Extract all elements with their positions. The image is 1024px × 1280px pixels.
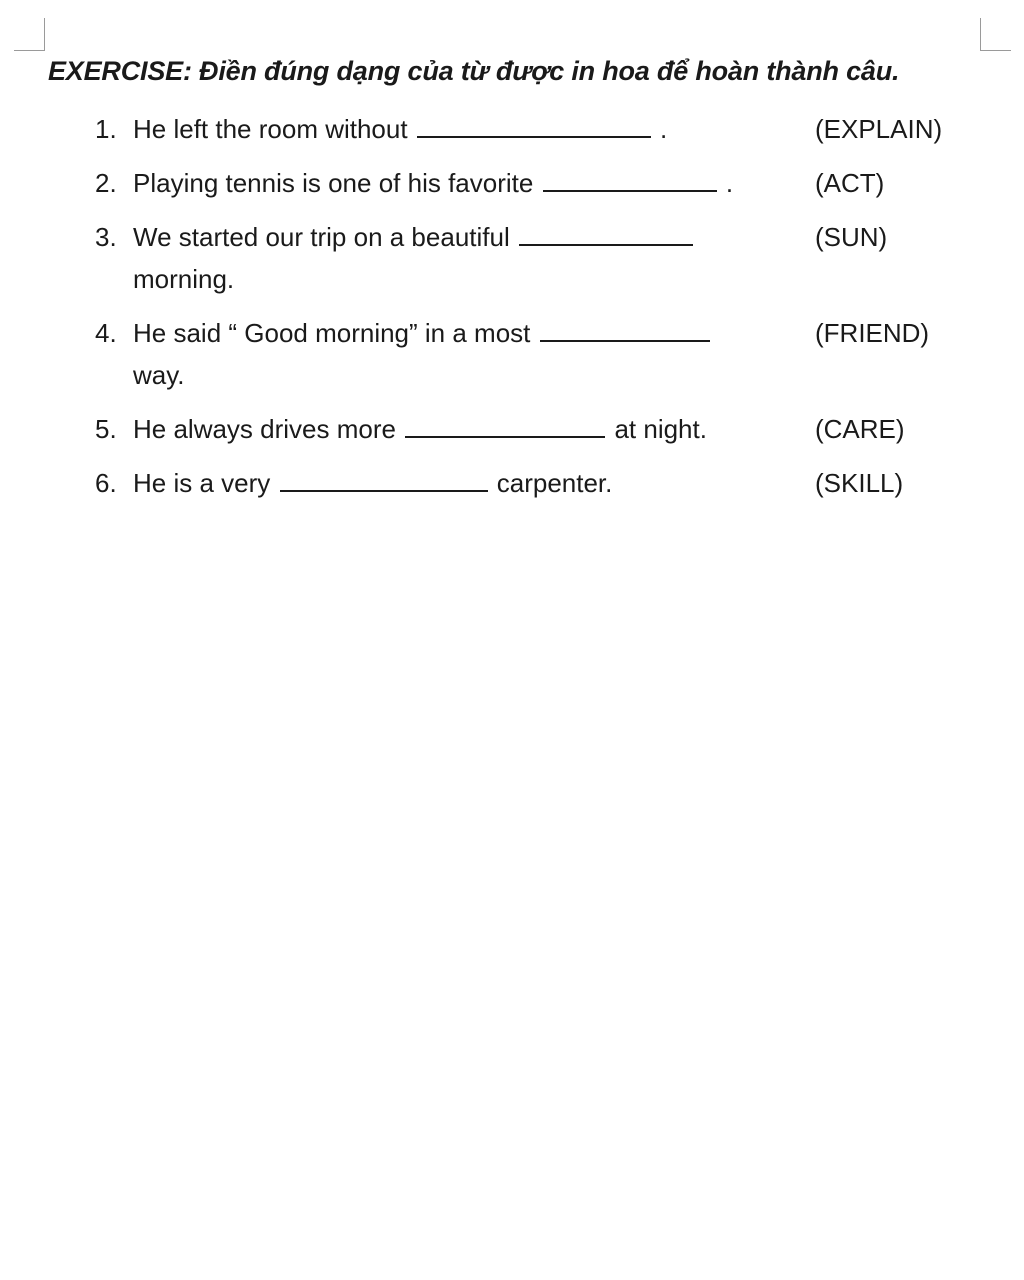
sentence-before-blank: We started our trip on a beautiful [133,222,510,252]
word-hint: (ACT) [815,168,885,198]
question-sentence [133,216,695,258]
answer-blank[interactable] [540,314,710,342]
answer-blank[interactable] [417,110,651,138]
sentence-continuation: morning. [133,264,235,294]
sentence-after-blank: carpenter. [496,468,613,498]
question-number: 1. [95,114,117,144]
sentence-after-blank: . [660,114,668,144]
answer-blank[interactable] [280,464,488,492]
sentence-before-blank: Playing tennis is one of his favorite [133,168,534,198]
sentence-before-blank: He said “ Good morning” in a most [133,318,531,348]
answer-blank[interactable] [405,410,605,438]
question-number: 4. [95,318,117,348]
sentence-continuation: way. [133,360,185,390]
sentence-before-blank: He always drives more [133,414,396,444]
word-hint: (FRIEND) [815,318,930,348]
word-hint: (EXPLAIN) [815,114,943,144]
word-hint: (CARE) [815,414,905,444]
sentence-after-blank: at night. [614,414,707,444]
question-sentence [133,408,707,450]
exercise-title: EXERCISE: Điền đúng dạng của từ được in hoa để hoàn thành câu. [48,56,900,86]
answer-blank[interactable] [543,164,717,192]
question-sentence [133,162,733,204]
question-sentence [133,108,667,150]
sentence-before-blank: He is a very [133,468,271,498]
question-sentence [133,462,612,504]
margin-corner-mark-top-right [980,18,1011,51]
word-hint: (SKILL) [815,468,904,498]
question-number: 5. [95,414,117,444]
margin-corner-mark-top-left [14,18,45,51]
question-number: 6. [95,468,117,498]
sentence-after-blank: . [725,168,734,198]
question-sentence [133,312,712,354]
answer-blank[interactable] [519,218,693,246]
question-number: 3. [95,222,117,252]
sentence-before-blank: He left the room without [133,114,408,144]
word-hint: (SUN) [815,222,888,252]
question-number: 2. [95,168,117,198]
